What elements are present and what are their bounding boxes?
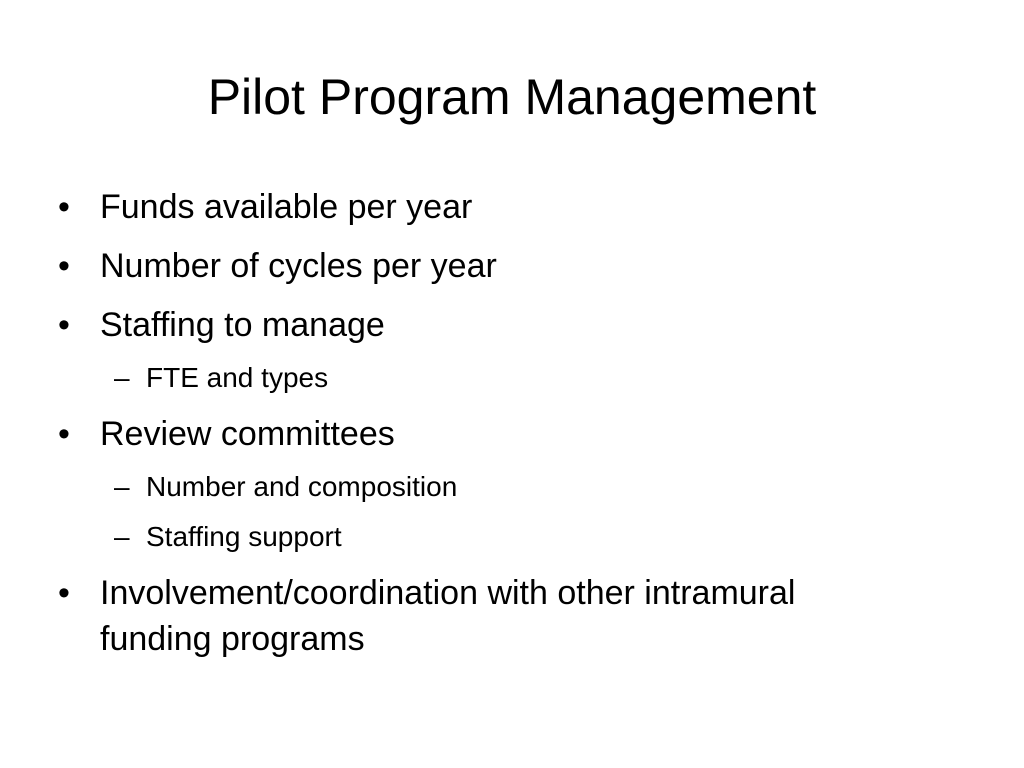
bullet-item	[0, 243, 1024, 289]
sub-bullet-text: Number and composition	[146, 471, 458, 502]
sub-bullet-text: Staffing support	[146, 521, 342, 552]
bullet-text: Review committees	[100, 415, 395, 453]
bullet-text: Involvement/coordination with other intramural funding programs	[100, 574, 796, 658]
sub-bullet-item	[0, 467, 1024, 507]
bullet-item	[0, 411, 1024, 457]
dash-icon: –	[114, 471, 130, 502]
sub-bullet-item	[0, 358, 1024, 398]
bullet-item	[0, 184, 1024, 230]
bullet-icon: •	[58, 306, 70, 344]
bullet-text: Number of cycles per year	[100, 247, 497, 285]
bullet-item	[0, 302, 1024, 348]
bullet-text: Staffing to manage	[100, 306, 385, 344]
bullet-icon: •	[58, 247, 70, 285]
bullet-list	[0, 178, 1024, 662]
bullet-item	[0, 570, 1024, 662]
bullet-text: Funds available per year	[100, 188, 473, 226]
sub-bullet-text: FTE and types	[146, 362, 329, 393]
dash-icon: –	[114, 521, 130, 552]
dash-icon: –	[114, 362, 130, 393]
bullet-icon: •	[58, 415, 70, 453]
bullet-icon: •	[58, 574, 70, 612]
bullet-icon: •	[58, 188, 70, 226]
slide-title: Pilot Program Management	[207, 69, 817, 125]
sub-bullet-item	[0, 517, 1024, 557]
